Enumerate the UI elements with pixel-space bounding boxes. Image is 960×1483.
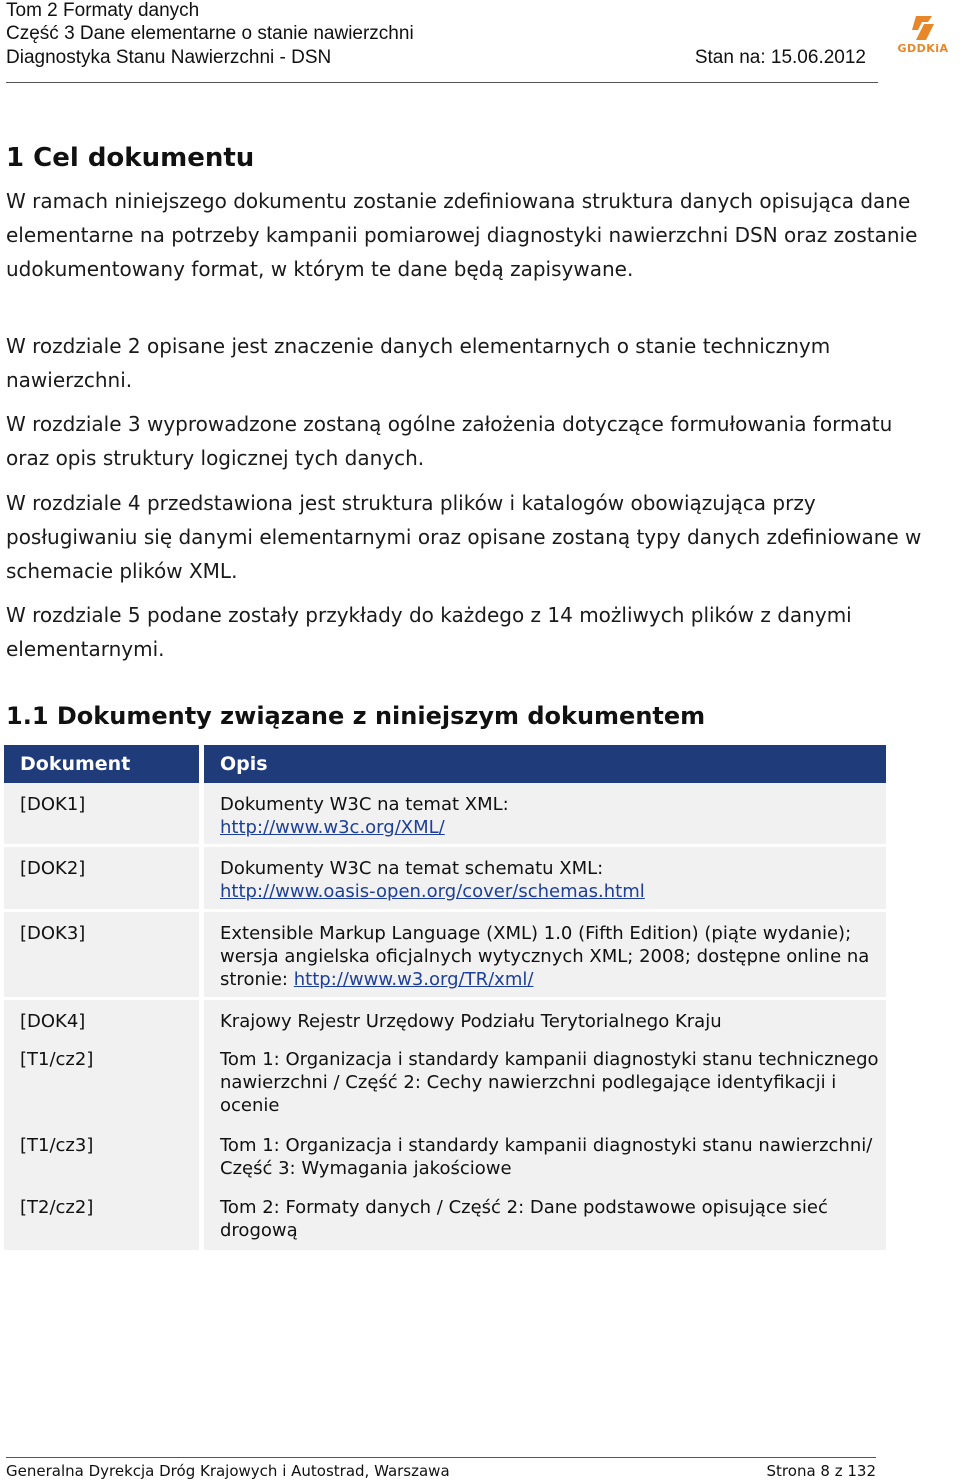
table-row [4,1186,886,1250]
doc-id: [T1/cz2] [4,1038,204,1124]
paragraph-text: W rozdziale 3 wyprowadzone zostaną ogólne założenia dotyczące formułowania formatu oraz opis struktury logicznej tych danych. [6,412,893,470]
description-text: Dokumenty W3C na temat XML: [220,794,509,815]
table-row [4,783,886,847]
table-row [4,847,886,912]
logo-text: GDDKiA [897,42,949,55]
subsection-heading: 1.1 Dokumenty związane z niniejszym dokumentem [6,702,706,730]
doc-id: [DOK2] [4,847,204,912]
paragraph-3 [6,407,936,475]
doc-id: [DOK3] [4,912,204,1000]
gddkia-logo [888,12,958,62]
header-date: Stan na: 15.06.2012 [694,47,866,68]
paragraph-text: W rozdziale 2 opisane jest znaczenie danych elementarnych o stanie technicznym nawierzchni. [6,334,831,392]
column-header-description: Opis [204,745,886,783]
doc-id: [T2/cz2] [4,1186,204,1250]
page-header [6,0,878,83]
table-header-row [4,745,886,783]
logo-icon [888,12,958,44]
doc-id: [DOK4] [4,1000,204,1038]
description-text: Extensible Markup Language (XML) 1.0 (Fifth Edition) (piąte wydanie); wersja angielska oficjalnych wytycznych XML; 2008; dostępne online na stronie: [220,923,870,990]
description-text: Dokumenty W3C na temat schematu XML: [220,858,604,879]
paragraph-4 [6,486,936,588]
paragraph-text: W ramach niniejszego dokumentu zostanie zdefiniowana struktura danych opisująca dane elementarne na potrzeby kampanii pomiarowej diagnostyki nawierzchni DSN oraz zostanie udokumentowany format, w którym te dane będą zapisywane. [6,189,918,281]
doc-description [204,847,886,912]
table-row [4,912,886,1000]
doc-link[interactable]: http://www.oasis-open.org/cover/schemas.html [220,881,645,902]
doc-description: Krajowy Rejestr Urzędowy Podziału Terytorialnego Kraju [204,1000,886,1038]
footer-organization: Generalna Dyrekcja Dróg Krajowych i Autostrad, Warszawa [6,1462,450,1480]
doc-description: Tom 1: Organizacja i standardy kampanii diagnostyki stanu technicznego nawierzchni / Część 2: Cechy nawierzchni podlegające identyfikacji i ocenie [204,1038,886,1124]
doc-description [204,783,886,847]
paragraph-5 [6,598,936,666]
table-row [4,1124,886,1186]
section-heading: 1 Cel dokumentu [6,143,255,173]
column-header-document: Dokument [4,745,204,783]
paragraph-text: W rozdziale 4 przedstawiona jest struktura plików i katalogów obowiązująca przy posługiwaniu się danymi elementarnymi oraz opisane zostaną typy danych zdefiniowane w schemacie plików XML. [6,491,922,583]
doc-id: [DOK1] [4,783,204,847]
doc-id: [T1/cz3] [4,1124,204,1186]
table-row [4,1000,886,1038]
doc-description [204,912,886,1000]
doc-description: Tom 2: Formaty danych / Część 2: Dane podstawowe opisujące sieć drogową [204,1186,886,1250]
header-project: Diagnostyka Stanu Nawierzchni - DSN [6,47,332,68]
table-row [4,1038,886,1124]
doc-link[interactable]: http://www.w3c.org/XML/ [220,817,445,838]
footer-page-number: Strona 8 z 132 [766,1462,876,1480]
header-part: Część 3 Dane elementarne o stanie nawierzchni [6,23,414,44]
paragraph-1 [6,184,936,286]
doc-description: Tom 1: Organizacja i standardy kampanii diagnostyki stanu nawierzchni/ Część 3: Wymagania jakościowe [204,1124,886,1186]
documents-table [4,745,886,1250]
doc-link[interactable]: http://www.w3.org/TR/xml/ [293,969,534,990]
header-volume: Tom 2 Formaty danych [6,0,200,21]
paragraph-text: W rozdziale 5 podane zostały przykłady do każdego z 14 możliwych plików z danymi elementarnymi. [6,603,852,661]
paragraph-2 [6,329,936,397]
page-footer [6,1457,876,1480]
